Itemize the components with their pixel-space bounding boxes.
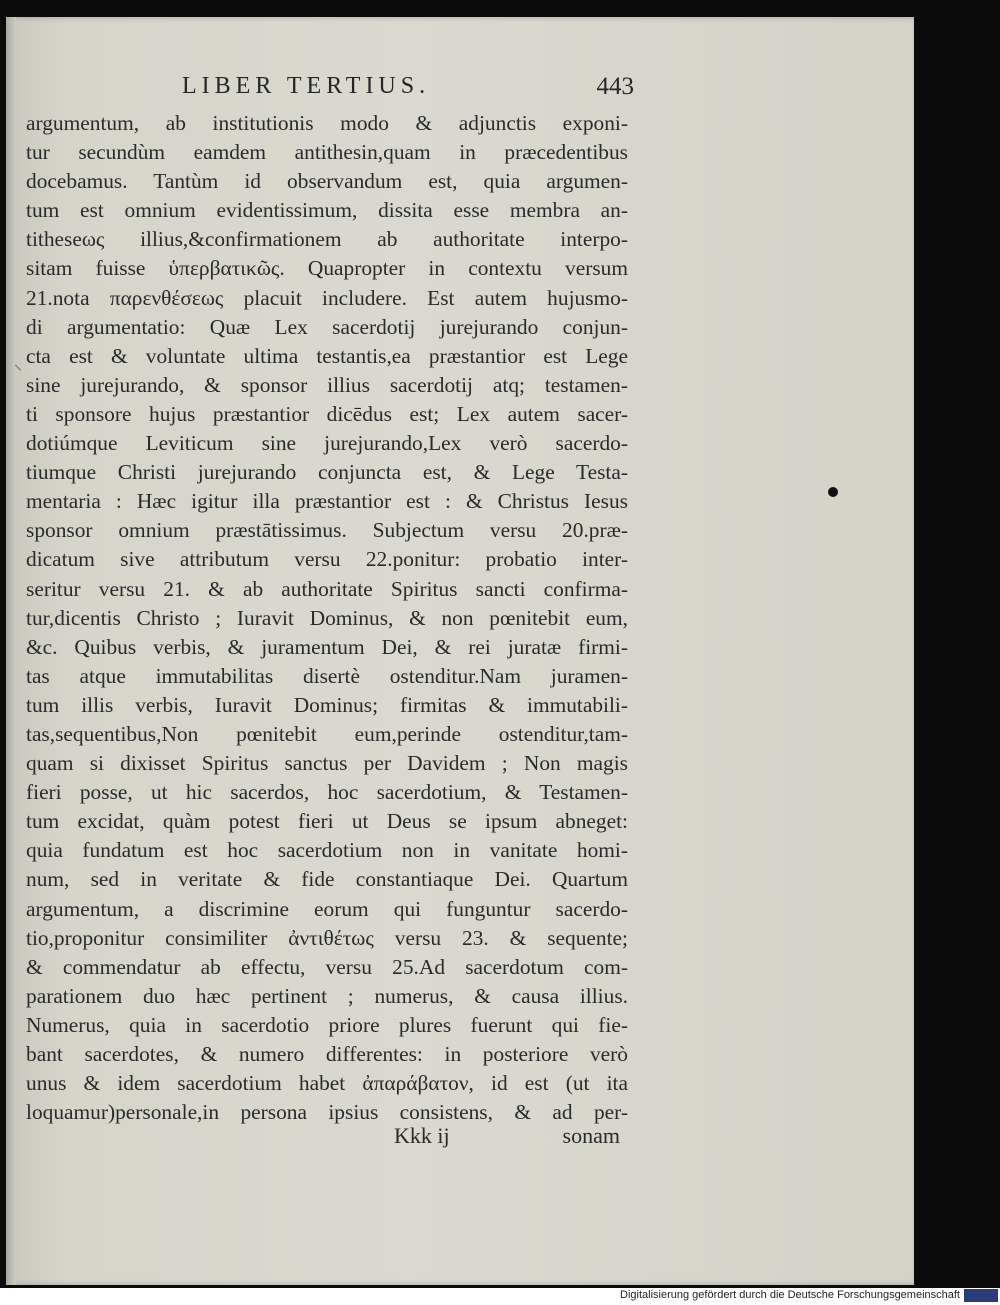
text-line: quia fundatum est hoc sacerdotium non in vanitate homi- xyxy=(26,838,628,863)
text-line: loquamur)personale,in persona ipsius consistens, & ad per- xyxy=(26,1100,628,1125)
text-line: fieri posse, ut hic sacerdos, hoc sacerdotium, & Testamen- xyxy=(26,780,628,805)
dfg-logo xyxy=(964,1289,998,1302)
text-line: tur secundùm eamdem antithesin,quam in præcedentibus xyxy=(26,140,628,165)
text-line: argumentum, a discrimine eorum qui funguntur sacerdo- xyxy=(26,896,628,921)
funding-notice: Digitalisierung gefördert durch die Deutsche Forschungsgemeinschaft xyxy=(620,1289,960,1301)
text-line: argumentum, ab institutionis modo & adjunctis exponi- xyxy=(26,111,628,135)
footer-bar xyxy=(0,1288,1000,1305)
text-line: tas atque immutabilitas disertè ostenditur.Nam juramen- xyxy=(26,663,628,688)
text-line: bant sacerdotes, & numero differentes: in posteriore verò xyxy=(26,1042,628,1066)
text-line: tithese⁠ως illius,&confirmationem ab authoritate interpo- xyxy=(26,227,628,252)
text-line: tum illis verbis, Iuravit Dominus; firmitas & immutabili- xyxy=(26,692,628,717)
text-line: tas,sequentibus,Non pœnitebit eum,perinde ostenditur,tam- xyxy=(26,721,628,746)
text-line: tum excidat, quàm potest fieri ut Deus se ipsum abneget: xyxy=(26,809,628,834)
text-line: seritur versu 21. & ab authoritate Spiritus sancti confirma- xyxy=(26,576,628,601)
ink-spot xyxy=(828,487,838,497)
text-line: dicatum sive attributum versu 22.ponitur: probatio inter- xyxy=(26,547,628,572)
text-line: & commendatur ab effectu, versu 25.Ad sacerdotum com- xyxy=(26,954,628,979)
text-line: sine jurejurando, & sponsor illius sacerdotij atq; testamen- xyxy=(26,372,628,397)
margin-mark: ⸌ xyxy=(14,363,23,380)
text-line: docebamus. Tantùm id observandum est, quia argumen- xyxy=(26,169,628,194)
text-line: sponsor omnium præstātissimus. Subjectum versu 20.præ- xyxy=(26,518,628,543)
text-line: tum est omnium evidentissimum, dissita esse membra an- xyxy=(26,198,628,223)
text-line: Numerus, quia in sacerdotio priore plures fuerunt qui fie- xyxy=(26,1012,628,1037)
running-head xyxy=(182,67,634,107)
running-title: LIBER TERTIUS. xyxy=(182,73,431,99)
text-line: unus & idem sacerdotium habet ἀπαράβατον, id est (ut ita xyxy=(26,1071,628,1096)
text-line: di argumentatio: Quæ Lex sacerdotij jurejurando conjun- xyxy=(26,314,628,339)
text-line: sitam fuisse ὑπερβατικῶς. Quapropter in contextu versum xyxy=(26,256,628,281)
book-page xyxy=(6,17,914,1285)
text-line: dotiúmque Leviticum sine jurejurando,Lex verò sacerdo- xyxy=(26,431,628,456)
text-line: parationem duo hæc pertinent ; numerus, & causa illius. xyxy=(26,983,628,1008)
body-text xyxy=(26,109,628,1127)
text-line: 21.nota παρενθέσεως placuit includere. Est autem hujusmo- xyxy=(26,285,628,310)
signature-mark: Kkk ij xyxy=(394,1123,450,1148)
text-line: &c. Quibus verbis, & juramentum Dei, & rei juratæ firmi- xyxy=(26,634,628,659)
catchword: sonam xyxy=(562,1123,620,1148)
page-number: 443 xyxy=(596,73,634,100)
text-line: mentaria : Hæc igitur illa præstantior est : & Christus Iesus xyxy=(26,489,628,514)
text-line: cta est & voluntate ultima testantis,ea præstantior est Lege xyxy=(26,343,628,368)
text-line: tiumque Christi jurejurando conjuncta est, & Lege Testa- xyxy=(26,460,628,485)
page-gutter-edge xyxy=(6,17,16,1285)
text-line: tio,proponitur consimiliter ἀντιθέτως versu 23. & sequente; xyxy=(26,925,628,950)
text-line: tur,dicentis Christo ; Iuravit Dominus, & non pœnitebit eum, xyxy=(26,605,628,630)
catchline xyxy=(394,1123,620,1153)
text-line: ti sponsore hujus præstantior dicēdus est; Lex autem sacer- xyxy=(26,401,628,426)
text-line: quam si dixisset Spiritus sanctus per Davidem ; Non magis xyxy=(26,751,628,776)
text-line: num, sed in veritate & fide constantiaque Dei. Quartum xyxy=(26,867,628,892)
